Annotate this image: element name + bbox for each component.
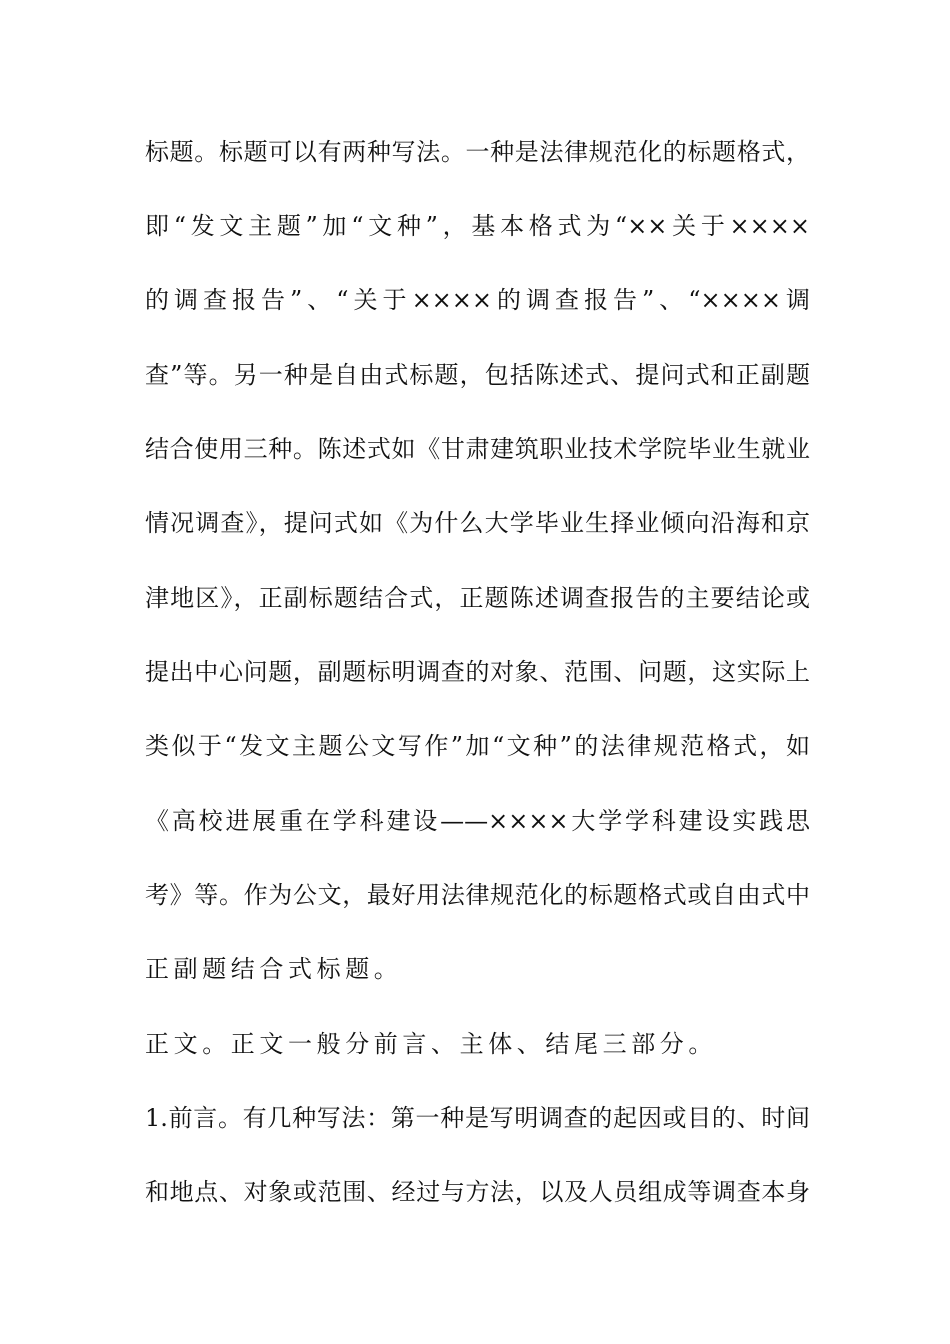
text-line-10: 《高校进展重在学科建设——××××大学学科建设实践思 (145, 807, 810, 835)
text-line-1: 标题。标题可以有两种写法。一种是法律规范化的标题格式， (145, 138, 810, 166)
text-line-13: 正文。正文一般分前言、主体、结尾三部分。 (145, 1030, 717, 1058)
text-line-3: 的调查报告”、“关于××××的调查报告”、“××××调 (145, 286, 810, 314)
text-line-11: 考》等。作为公文，最好用法律规范化的标题格式或自由式中 (145, 881, 810, 909)
text-line-12: 正副题结合式标题。 (145, 955, 403, 983)
text-line-8: 提出中心问题，副题标明调查的对象、范围、问题，这实际上 (145, 658, 810, 686)
text-line-4: 查”等。另一种是自由式标题，包括陈述式、提问式和正副题 (145, 361, 810, 389)
text-line-5: 结合使用三种。陈述式如《甘肃建筑职业技术学院毕业生就业 (145, 435, 810, 463)
text-line-6: 情况调查》，提问式如《为什么大学毕业生择业倾向沿海和京 (145, 509, 810, 537)
text-line-7: 津地区》，正副标题结合式，正题陈述调查报告的主要结论或 (145, 584, 810, 612)
text-line-14: 1.前言。有几种写法：第一种是写明调查的起因或目的、时间 (145, 1104, 810, 1132)
text-line-9: 类似于“发文主题公文写作”加“文种”的法律规范格式，如 (145, 732, 810, 760)
text-line-2: 即“发文主题”加“文种”，基本格式为“××关于×××× (145, 212, 810, 240)
text-line-15: 和地点、对象或范围、经过与方法，以及人员组成等调查本身 (145, 1178, 810, 1206)
